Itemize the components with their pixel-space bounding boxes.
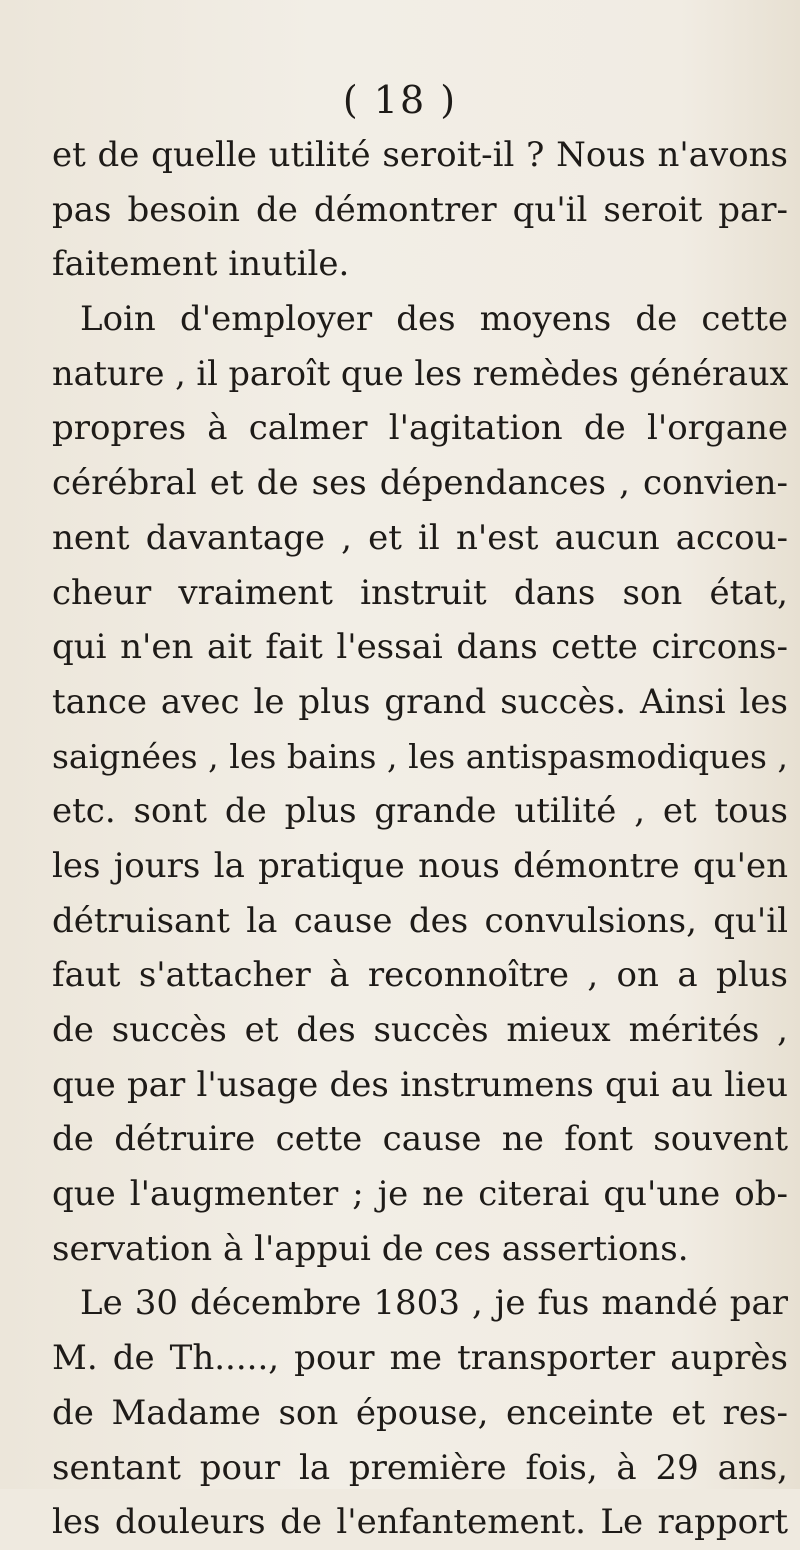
text-line: que par l'usage des instrumens qui au lieu: [52, 1064, 788, 1105]
text-line: faitement inutile.: [52, 244, 350, 285]
text-line: Loin d'employer des moyens de cette: [80, 299, 788, 340]
text-line: et de quelle utilité seroit-il ? Nous n'avons: [52, 135, 788, 175]
text-line: les douleurs de l'enfantement. Le rapport: [52, 1502, 788, 1543]
text-line: tance avec le plus grand succès. Ainsi les: [52, 681, 788, 722]
text-line: nent davantage , et il n'est aucun accou-: [52, 517, 788, 558]
text-line: détruisant la cause des convulsions, qu'il: [52, 900, 788, 941]
text-line: propres à calmer l'agitation de l'organe: [52, 408, 788, 449]
text-line: etc. sont de plus grande utilité , et tous: [52, 791, 788, 832]
text-line: les jours la pratique nous démontre qu'en: [52, 845, 788, 886]
text-line: pas besoin de démontrer qu'il seroit par-: [52, 189, 788, 230]
text-line: qui n'en ait fait l'essai dans cette circons-: [52, 627, 788, 668]
text-line: de détruire cette cause ne font souvent: [52, 1119, 788, 1160]
text-line: faut s'attacher à reconnoître , on a plus: [52, 955, 788, 996]
text-line: saignées , les bains , les antispasmodiques ,: [52, 736, 788, 776]
text-line: de succès et des succès mieux mérités ,: [52, 1010, 788, 1050]
text-line: de Madame son épouse, enceinte et res-: [52, 1392, 788, 1433]
text-line: nature , il paroît que les remèdes généraux: [52, 353, 789, 393]
page-number: ( 18 ): [342, 78, 458, 122]
text-line: servation à l'appui de ces assertions.: [52, 1228, 689, 1269]
text-line: cheur vraiment instruit dans son état,: [52, 572, 788, 613]
text-line: cérébral et de ses dépendances , convien-: [52, 463, 788, 504]
text-line: M. de Th....., pour me transporter auprès: [52, 1338, 788, 1379]
text-line: que l'augmenter ; je ne citerai qu'une ob-: [52, 1174, 788, 1215]
text-line: sentant pour la première fois, à 29 ans,: [52, 1447, 788, 1488]
text-line: Le 30 décembre 1803 , je fus mandé par: [80, 1283, 788, 1324]
body-text: [52, 128, 788, 1550]
